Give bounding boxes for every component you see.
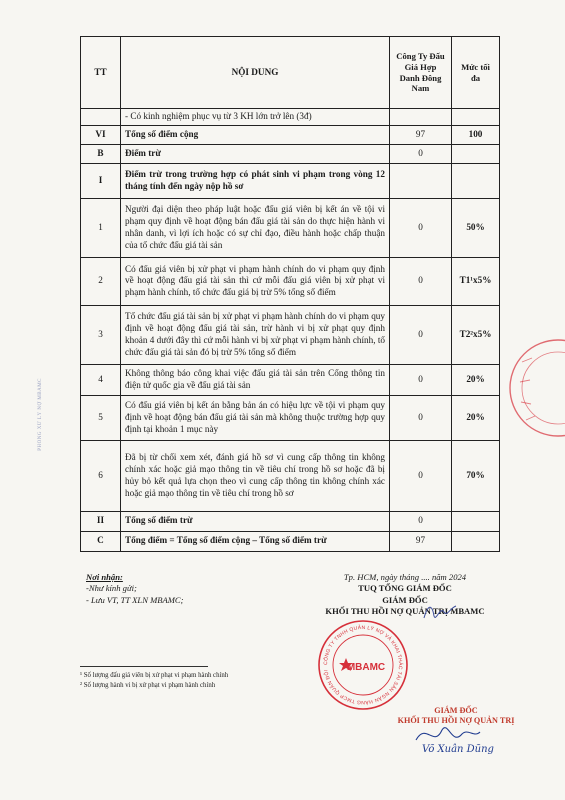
row-score-cell: 0 bbox=[390, 364, 452, 395]
row-max-cell: 20% bbox=[452, 395, 500, 440]
row-score-cell: 97 bbox=[390, 531, 452, 551]
row-score-cell: 0 bbox=[390, 511, 452, 531]
signature-date: Tp. HCM, ngày tháng .... năm 2024 bbox=[343, 572, 467, 582]
row-number-cell: 3 bbox=[81, 305, 121, 364]
recipient-line: - Lưu VT, TT XLN MBAMC; bbox=[86, 594, 184, 605]
row-content-cell: Tổng số điểm cộng bbox=[121, 125, 390, 144]
row-number-cell: I bbox=[81, 163, 121, 198]
row-content-cell: Điểm trừ bbox=[121, 144, 390, 163]
row-score-cell: 0 bbox=[390, 257, 452, 305]
row-content-cell: Không thông báo công khai việc đấu giá tài sản trên Cổng thông tin điện tử quốc gia về đấu giá tài sản bbox=[121, 364, 390, 395]
row-max-cell: 20% bbox=[452, 364, 500, 395]
row-score-cell: 0 bbox=[390, 440, 452, 511]
header-content: NỘI DUNG bbox=[121, 37, 390, 109]
row-number-cell bbox=[81, 109, 121, 126]
svg-text:CÔNG TY TNHH QUẢN LÝ NỢ VÀ KHA: CÔNG TY TNHH QUẢN LÝ NỢ VÀ KHAI THÁC TÀI SẢN NGÂN HÀNG TMCP QUÂN ĐỘI bbox=[322, 624, 404, 706]
row-content-cell: Tổ chức đấu giá tài sản bị xử phạt vi phạm hành chính do vi phạm quy định về hoạt động đấu giá tài sản, trừ hành vi bị xử phạt quy định khoản 4 dưới đây thì cứ mỗi hành vi bị xử phạt vi phạm hành chính, tổ chức đấu giá tài sản đó bị trừ 5% tổng số điểm bbox=[121, 305, 390, 364]
table-body bbox=[81, 109, 500, 552]
row-score-cell: 97 bbox=[390, 125, 452, 144]
recipients-block bbox=[86, 572, 183, 606]
signature-block bbox=[290, 572, 520, 617]
recipient-line: -Như kính gửi; bbox=[86, 583, 137, 594]
scoring-table bbox=[80, 36, 500, 552]
row-content-cell: Đã bị từ chối xem xét, đánh giá hồ sơ vì cung cấp thông tin không chính xác hoặc giả mạo thông tin về tiêu chí trong hồ sơ hoặc đã bị hủy bỏ kết quả lựa chọn theo vì cung cấp thông tin không chính xác hoặc giả mạo thông tin về tiêu chí trong hồ sơ bbox=[121, 440, 390, 511]
table-row bbox=[81, 257, 500, 305]
table-row bbox=[81, 305, 500, 364]
row-number-cell: C bbox=[81, 531, 121, 551]
signer-title-2: KHỐI THU HỒI NỢ QUẢN TRỊ bbox=[397, 716, 515, 726]
row-score-cell: 0 bbox=[390, 144, 452, 163]
footnote-1: ¹ Số lượng đấu giá viên bị xử phạt vi phạm hành chính bbox=[80, 672, 229, 679]
row-content-cell: - Có kinh nghiệm phục vụ từ 3 KH lớn trở lên (3đ) bbox=[121, 109, 390, 126]
signer-title bbox=[396, 706, 516, 727]
row-score-cell: 0 bbox=[390, 395, 452, 440]
row-number-cell: 4 bbox=[81, 364, 121, 395]
row-max-cell bbox=[452, 109, 500, 126]
header-organization: Công Ty Đấu Giá Hợp Danh Đông Nam bbox=[390, 37, 452, 109]
side-margin-text: PHÒNG XỬ LÝ NỢ MBAMC bbox=[38, 378, 43, 451]
table-row bbox=[81, 364, 500, 395]
row-max-cell bbox=[452, 531, 500, 551]
footnote-divider bbox=[80, 666, 208, 667]
row-max-cell bbox=[452, 511, 500, 531]
signature-line-3: KHỐI THU HỒI NỢ QUẢN TRỊ MBAMC bbox=[325, 606, 485, 617]
row-number-cell: 1 bbox=[81, 198, 121, 257]
table-row bbox=[81, 163, 500, 198]
row-max-cell bbox=[452, 163, 500, 198]
row-max-cell: 70% bbox=[452, 440, 500, 511]
row-number-cell: II bbox=[81, 511, 121, 531]
table-row bbox=[81, 440, 500, 511]
row-score-cell: 0 bbox=[390, 198, 452, 257]
signature-line-2: GIÁM ĐỐC bbox=[382, 594, 428, 605]
row-max-cell: 50% bbox=[452, 198, 500, 257]
row-number-cell: B bbox=[81, 144, 121, 163]
row-content-cell: Tổng số điểm trừ bbox=[121, 511, 390, 531]
row-number-cell: 5 bbox=[81, 395, 121, 440]
signer-name: Võ Xuân Dũng bbox=[422, 744, 494, 755]
footnotes bbox=[80, 671, 228, 691]
header-max-score: Mức tối đa bbox=[452, 37, 500, 109]
footnote-2: ² Số lượng hành vi bị xử phạt vi phạm hành chính bbox=[80, 681, 216, 689]
table-row bbox=[81, 144, 500, 163]
row-score-cell bbox=[390, 109, 452, 126]
row-score-cell: 0 bbox=[390, 305, 452, 364]
header-tt: TT bbox=[81, 37, 121, 109]
table-row bbox=[81, 198, 500, 257]
initial-scribble bbox=[420, 600, 460, 624]
row-max-cell: T2²x5% bbox=[452, 305, 500, 364]
row-score-cell bbox=[390, 163, 452, 198]
signer-title-1: GIÁM ĐỐC bbox=[434, 706, 478, 715]
row-content-cell: Người đại diện theo pháp luật hoặc đấu giá viên bị kết án về tội vi phạm quy định về hoạt động bán đấu giá tài sản do thực hiện hành vi nhân danh, vì lợi ích hoặc có sự chỉ đạo, điều hành hoặc chấp thuận của tổ chức đấu giá tài sản bbox=[121, 198, 390, 257]
recipients-title: Nơi nhận: bbox=[86, 572, 123, 582]
row-number-cell: 2 bbox=[81, 257, 121, 305]
page-seal-partial bbox=[502, 332, 565, 444]
row-content-cell: Có đấu giá viên bị kết án bằng bản án có hiệu lực về tội vi phạm quy định về hoạt động bán đấu giá tài sản mà không thuộc trường hợp quy định tại khoản 1 mục này bbox=[121, 395, 390, 440]
row-max-cell: T1¹x5% bbox=[452, 257, 500, 305]
table-row bbox=[81, 109, 500, 126]
company-seal bbox=[316, 618, 410, 712]
svg-text:MBAMC: MBAMC bbox=[346, 662, 386, 673]
row-max-cell bbox=[452, 144, 500, 163]
table-header-row bbox=[81, 37, 500, 109]
row-number-cell: 6 bbox=[81, 440, 121, 511]
row-content-cell: Tổng điểm = Tổng số điểm cộng – Tổng số điểm trừ bbox=[121, 531, 390, 551]
row-max-cell: 100 bbox=[452, 125, 500, 144]
row-number-cell: VI bbox=[81, 125, 121, 144]
table-row bbox=[81, 395, 500, 440]
signature-line-1: TUQ TỔNG GIÁM ĐỐC bbox=[358, 583, 452, 594]
row-content-cell: Điểm trừ trong trường hợp có phát sinh vi phạm trong vòng 12 tháng tính đến ngày nộp hồ sơ bbox=[121, 163, 390, 198]
row-content-cell: Có đấu giá viên bị xử phạt vi phạm hành chính do vi phạm quy định về hoạt động đấu giá tài sản thì cứ mỗi đấu giá viên bị xử phạt vi phạm hành chính, tổ chức đấu giá bị trừ 5% tổng số điểm bbox=[121, 257, 390, 305]
table-row bbox=[81, 531, 500, 551]
table-row bbox=[81, 125, 500, 144]
table-row bbox=[81, 511, 500, 531]
